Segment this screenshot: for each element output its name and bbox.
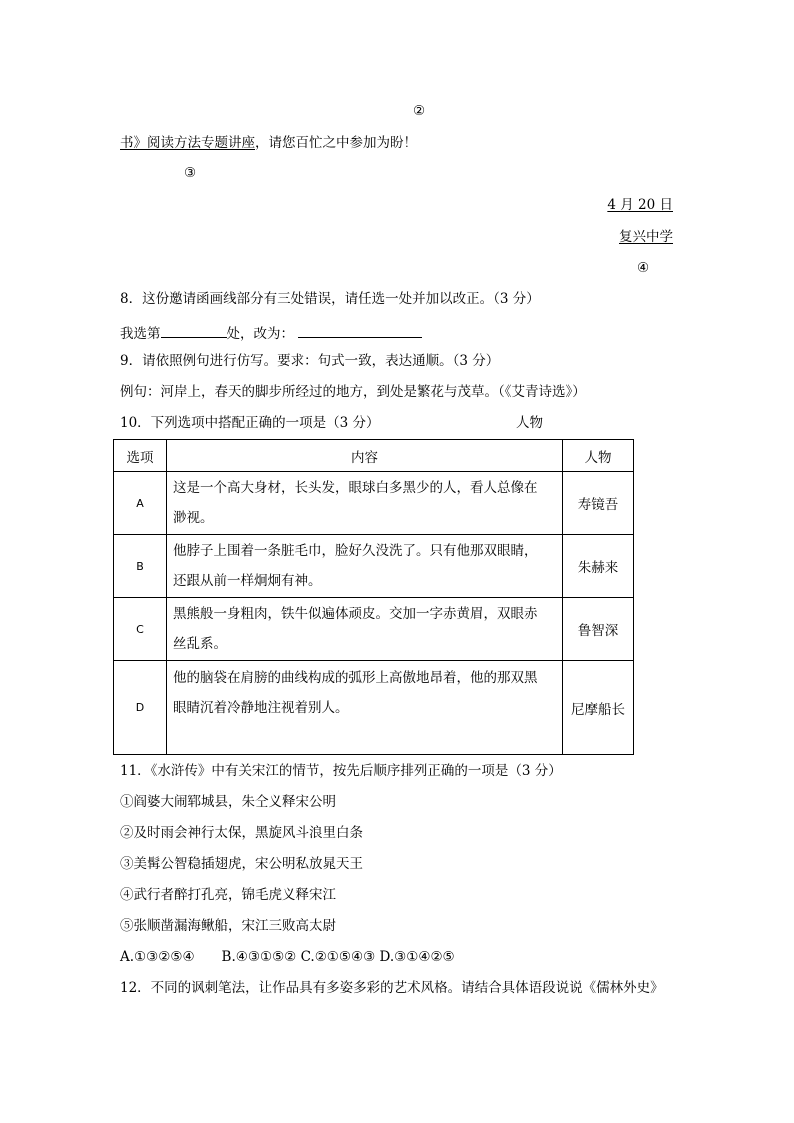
question-8: 8．这份邀请函画线部分有三处错误，请任选一处并加以改正。（3 分） [120,291,540,307]
row-content [167,472,563,535]
answer-blank-position[interactable] [161,324,227,338]
plot-item: ②及时雨会神行太保，黑旋风斗浪里白条 [120,825,363,841]
content-line-1: 这是一个高大身材，长头发，眼球白多黑少的人，看人总像在 [173,480,538,496]
table-row [114,472,634,535]
invite-date: 4 月 20 日 [607,197,673,213]
invite-underlined-text: 书》阅读方法专题讲座 [120,135,255,151]
plot-item: ④武行者醉打孔亮，锦毛虎义释宋江 [120,887,336,903]
plot-item: ⑤张顺凿漏海鳅船，宋江三败高太尉 [120,918,336,934]
answer-middle: 处，改为： [226,326,294,342]
table-row [114,661,634,755]
row-option: D [114,661,167,755]
row-person: 寿镜吾 [563,472,634,535]
answer-blank-correction[interactable] [298,324,422,338]
plot-item: ①阎婆大闹郓城县，朱仝义释宋公明 [120,794,336,810]
answer-prefix: 我选第 [120,326,161,342]
options-table [113,439,634,755]
plot-item: ③美髯公智稳插翅虎，宋公明私放晁天王 [120,856,363,872]
table-row [114,535,634,598]
invite-school: 复兴中学 [619,229,673,245]
header-option: 选项 [114,440,167,472]
content-line-1: 他的脑袋在肩膀的曲线构成的弧形上高傲地昂着，他的那双黑 [173,670,538,686]
content-line-1: 黑熊般一身粗肉，铁牛似遍体顽皮。交加一字赤黄眉，双眼赤 [173,606,538,622]
content-line-2: 眼睛沉着冷静地注视着别人。 [173,700,349,716]
table-header-row [114,440,634,472]
stray-person-label: 人物 [516,415,543,431]
row-option: B [114,535,167,598]
header-content: 内容 [167,440,563,472]
row-content [167,598,563,661]
question-12: 12．不同的讽刺笔法，让作品具有多姿多彩的艺术风格。请结合具体语段说说《儒林外史》 [120,980,664,996]
mark-3: ③ [184,165,197,181]
row-person: 朱赫来 [563,535,634,598]
question-8-answer-line [120,324,422,342]
invite-rest-text: ，请您百忙之中参加为盼！ [255,135,417,151]
row-content [167,661,563,755]
header-person: 人物 [563,440,634,472]
row-option: C [114,598,167,661]
row-option: A [114,472,167,535]
question-9-example: 例句：河岸上，春天的脚步所经过的地方，到处是繁花与茂草。（《艾青诗选》） [120,384,586,400]
content-line-1: 他脖子上围着一条脏毛巾，脸好久没洗了。只有他那双眼睛， [173,543,538,559]
table-row [114,598,634,661]
row-person: 尼摩船长 [563,661,634,755]
question-10: 10．下列选项中搭配正确的一项是（3 分） [120,415,380,431]
mark-4: ④ [637,260,650,276]
row-person: 鲁智深 [563,598,634,661]
row-content [167,535,563,598]
mark-2: ② [413,103,426,119]
invite-line [120,137,417,151]
question-11-options: A.①③②⑤④ B.④③①⑤② C.②①⑤④③ D.③①④②⑤ [120,949,455,965]
content-line-2: 还跟从前一样炯炯有神。 [173,573,322,589]
question-9: 9．请依照例句进行仿写。要求：句式一致，表达通顺。（3 分） [120,353,500,369]
question-11: 11．《水浒传》中有关宋江的情节，按先后顺序排列正确的一项是（3 分） [120,763,562,779]
content-line-2: 丝乱系。 [173,636,227,652]
content-line-2: 渺视。 [173,510,214,526]
